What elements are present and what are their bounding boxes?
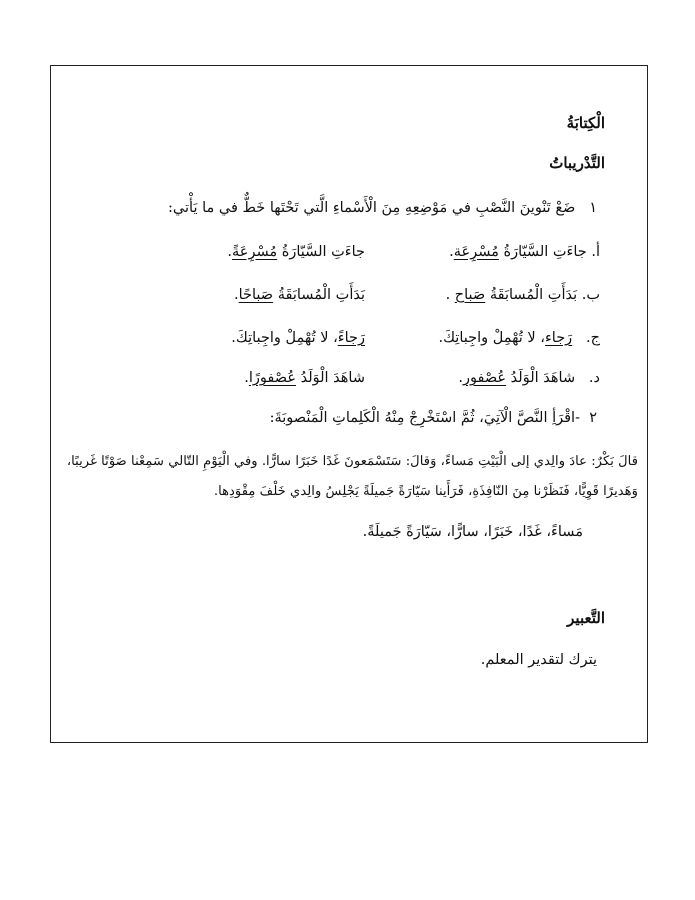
answer-post: ، لا تُهْمِلْ واجِباتِكَ. (231, 330, 338, 346)
q1-number: ١ (589, 200, 597, 216)
q2-instruction (270, 408, 597, 428)
item-question-post: ، لا تُهْمِلْ واجِباتِكَ. (438, 330, 545, 346)
answer-word: صَباحًا (238, 287, 274, 303)
answer-pre: شاهَدَ الْوَلَدُ (295, 370, 365, 386)
q2-passage-line-2: وَهَديرًا قَوِيًّا، فَنَظَرْنا مِنَ النّافِذَةِ، فَرَأَينا سَيّارَةً جَميلَةً يَجْلِسُ والِدي خَلْفَ مِقْوَدِها. (213, 484, 638, 499)
item-question-pre: شاهَدَ الْوَلَدُ (506, 370, 576, 386)
item-question-post: . (445, 287, 455, 303)
item-question-word: رَجاء (544, 330, 573, 346)
item-question-word: صَباح (454, 287, 486, 303)
item-letter: ج. (586, 330, 600, 346)
exercises-subtitle: التَّدْريباتُ (549, 154, 605, 172)
item-question-post: . (449, 244, 454, 260)
item-question-word: مُسْرِعَة (453, 244, 499, 260)
item-letter: د. (588, 370, 600, 386)
expression-note: يترك لتقدير المعلم. (480, 652, 597, 668)
answer-pre: جاءَتِ السَّيّارَةُ (277, 244, 365, 260)
answer-post: . (234, 287, 239, 303)
q1-instruction (168, 198, 597, 218)
item-question-word: عُصْفور (463, 370, 507, 386)
answer-word: رَجاءً (337, 330, 365, 346)
q1-item-c (438, 328, 600, 348)
q1-item-b (446, 285, 600, 305)
item-question-post: . (458, 370, 464, 386)
q1-instruction-text: ضَعْ تَنْوينَ النَّصْبِ في مَوْضِعِهِ مِنَ الْأَسْماءِ الَّتي تَحْتَها خَطٌّ في ما يَأْتي: (168, 200, 576, 216)
item-letter: أ. (591, 244, 600, 260)
q2-instruction-text: -اقْرَأِ النَّصَّ الْآتِيَ، ثُمَّ اسْتَخْرِجْ مِنْهُ الْكَلِماتِ الْمَنْصوبَةَ: (269, 410, 580, 426)
q2-number: ٢ (589, 410, 597, 426)
q1-answer-b (234, 285, 365, 305)
answer-post: . (227, 244, 233, 260)
item-question-pre: جاءَتِ السَّيّارَةُ (498, 244, 587, 260)
q1-answer-d (244, 368, 365, 388)
q2-passage-line-1: قالَ بَكْرٌ: عادَ والِدي إلى الْبَيْتِ مَساءً، وَقالَ: سَتَسْمَعونَ غَدًا خَبَرًا سارًّا. وفي الْيَوْمِ التّالي سَمِعْنا صَوْتًا غَريبًا، (66, 454, 638, 469)
q2-answer: مَساءً، غَدًا، خَبَرًا، سارًّا، سَيّارَةً جَميلَةً. (362, 524, 583, 540)
answer-pre: بَدَأَتِ الْمُسابَقَةُ (273, 287, 365, 303)
answer-post: . (244, 370, 249, 386)
expression-title: التَّعبير (567, 609, 605, 627)
item-question-pre: بَدَأَتِ الْمُسابَقَةُ (485, 287, 578, 303)
q1-item-a (449, 242, 600, 262)
q1-item-d (458, 368, 600, 388)
q1-answer-c (231, 328, 365, 348)
writing-title: الْكِتابَةُ (566, 114, 605, 132)
answer-word: عُصْفورًا (248, 370, 296, 386)
q1-answer-a (227, 242, 365, 262)
item-letter: ب. (581, 287, 600, 303)
answer-word: مُسْرِعَةً (232, 244, 278, 260)
